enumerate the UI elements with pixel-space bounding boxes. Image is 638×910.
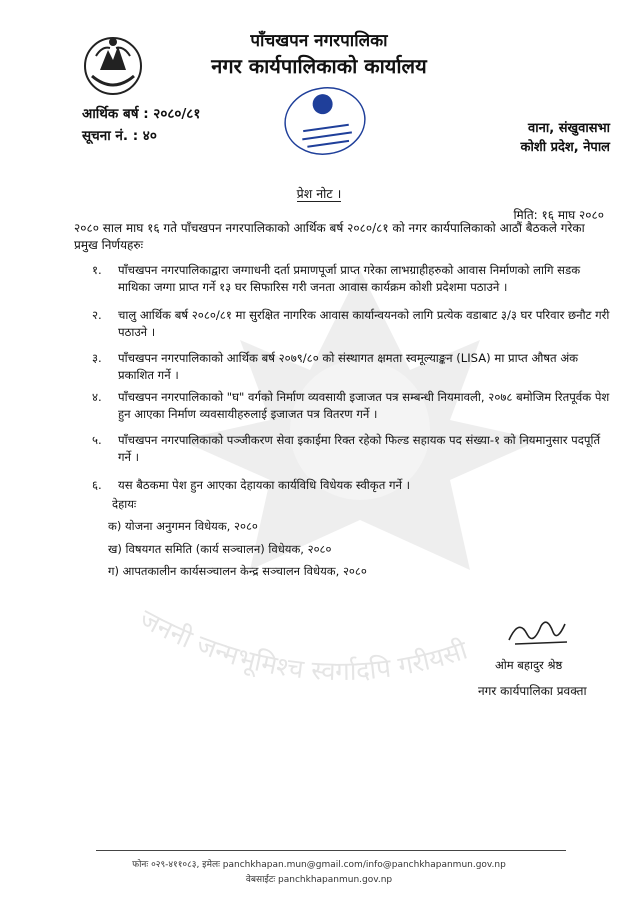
- address-line-1: वाना, संखुवासभा: [528, 121, 610, 136]
- notice-heading: प्रेश नोट ।: [296, 186, 342, 201]
- decision-item: ४. पाँचखपन नगरपालिकाको "घ" वर्गको निर्माण व्यवसायी इजाजत पत्र सम्बन्धी नियमावली, २०७८ बमोजिम रितपूर्वक पेश हुन आएका निर्माण व्यवसायीहरुलाई इजाजत पत्र वितरण गर्ने ।: [92, 390, 610, 421]
- appendix-item: क) योजना अनुगमन विधेयक, २०८०: [108, 519, 258, 533]
- appendix-label: देहायः: [112, 497, 137, 511]
- office-name: नगर कार्यपालिकाको कार्यालय: [211, 54, 427, 78]
- notice-number: सूचना नं. : ४०: [82, 128, 157, 144]
- decision-item: १. पाँचखपन नगरपालिकाद्वारा जग्गाधनी दर्ता प्रमाणपूर्जा प्राप्त गरेका लाभग्राहीहरुको आवास निर्माणको लागि सडक माथिका जग्गा प्राप्त गर्ने १३ घर सिफारिस गरी जनता आवास कार्यक्रम कोशी प्रदेशमा पठाउने ।: [92, 263, 581, 294]
- appendix-item: ग) आपतकालीन कार्यसञ्चालन केन्द्र सञ्चालन विधेयक, २०८०: [108, 564, 367, 578]
- svg-text:जननी जन्मभूमिश्च स्वर्गादपि गर: जननी जन्मभूमिश्च स्वर्गादपि गरीयसी: [134, 604, 472, 688]
- footer-website: वेबसाईटः panchkhapanmun.gov.np: [245, 875, 393, 885]
- notice-intro: २०८० साल माघ १६ गते पाँचखपन नगरपालिकाको आर्थिक बर्ष २०८०/८१ को नगर कार्यपालिकाको आठौं बैठकले गरेका प्रमुख निर्णयहरुः: [74, 221, 585, 252]
- municipality-name: पाँचखपन नगरपालिका: [250, 31, 388, 51]
- signer-name: ओम बहादुर श्रेष्ठ: [495, 658, 563, 672]
- appendix-item: ख) विषयगत समिति (कार्य सञ्चालन) विधेयक, २०८०: [108, 542, 332, 556]
- official-stamp: [280, 82, 370, 160]
- decision-item: ३. पाँचखपन नगरपालिकाको आर्थिक बर्ष २०७९/८० को संस्थागत क्षमता स्वमूल्याङ्कन (LISA) मा प्राप्त औषत अंक प्रकाशित गर्ने ।: [92, 351, 579, 382]
- address-line-2: कोशी प्रदेश, नेपाल: [520, 140, 610, 155]
- decision-item: ५. पाँचखपन नगरपालिकाको पञ्जीकरण सेवा इकाईमा रिक्त रहेको फिल्ड सहायक पद संख्या-१ को नियमानुसार पदपूर्ति गर्ने ।: [92, 433, 601, 464]
- decision-item: २. चालु आर्थिक बर्ष २०८०/८१ मा सुरक्षित नागरिक आवास कार्यान्वयनको लागि प्रत्येक वडाबाट ३/३ घर परिवार छनौट गरी पठाउने ।: [92, 308, 610, 339]
- decision-item: ६. यस बैठकमा पेश हुन आएका देहायका कार्यविधि विधेयक स्वीकृत गर्ने ।: [92, 478, 411, 492]
- footer-divider: [96, 850, 566, 851]
- footer-contact: फोनः ०२९-४११०८३, इमेलः panchkhapan.mun@gmail.com/info@panchkhapanmun.gov.np: [132, 860, 506, 870]
- handwritten-signature: [505, 612, 573, 652]
- signer-title: नगर कार्यपालिका प्रवक्ता: [478, 684, 587, 698]
- fiscal-year: आर्थिक बर्ष : २०८०/८१: [82, 106, 201, 122]
- watermark-motto: [120, 600, 563, 720]
- notice-date: मिति: १६ माघ २०८०: [513, 208, 604, 222]
